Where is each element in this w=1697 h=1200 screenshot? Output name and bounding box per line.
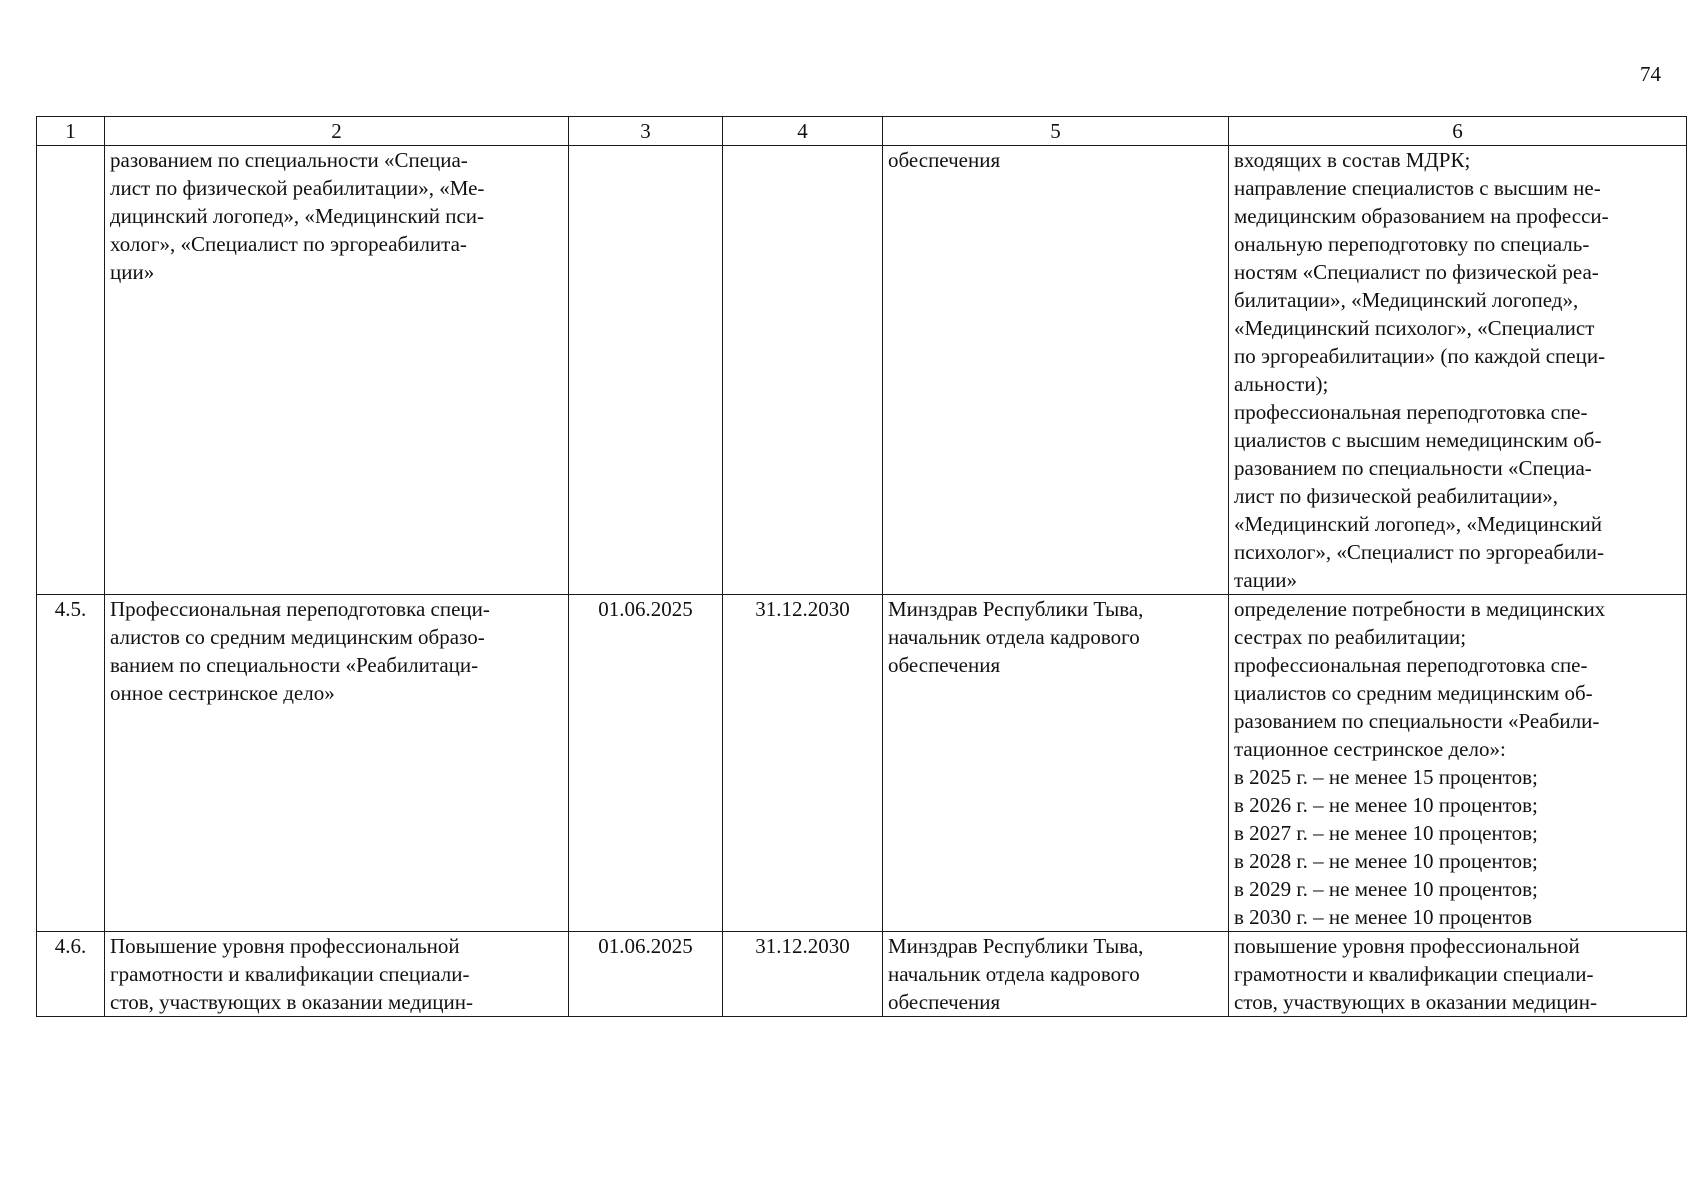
text-line: повышение уровня профессиональной	[1234, 934, 1580, 958]
text-line: дицинский логопед», «Медицинский пси-	[110, 204, 485, 228]
text-line: ональную переподготовку по специаль-	[1234, 232, 1590, 256]
text-line: «Медицинский логопед», «Медицинский	[1234, 512, 1602, 536]
responsible-cell	[883, 932, 1229, 1017]
column-number-row	[37, 117, 1687, 146]
column-number-5: 5	[883, 117, 1229, 146]
text-line: Повышение уровня профессиональной	[110, 934, 460, 958]
text-line: Минздрав Республики Тыва,	[888, 597, 1144, 621]
text-line: в 2029 г. – не менее 10 процентов;	[1234, 877, 1538, 901]
text-line: профессиональная переподготовка спе-	[1234, 653, 1588, 677]
text-line: разованием по специальности «Специа-	[110, 148, 468, 172]
text-line: профессиональная переподготовка спе-	[1234, 400, 1588, 424]
start-date-cell: 01.06.2025	[569, 595, 723, 932]
text-line: грамотности и квалификации специали-	[1234, 962, 1594, 986]
table-row-4-6	[37, 932, 1687, 1017]
text-line: разованием по специальности «Специа-	[1234, 456, 1592, 480]
responsible-cell	[883, 146, 1229, 595]
text-line: циалистов с высшим немедицинским об-	[1234, 428, 1602, 452]
end-date-cell: 31.12.2030	[723, 595, 883, 932]
text-line: лист по физической реабилитации», «Ме-	[110, 176, 485, 200]
activity-name-cell	[105, 146, 569, 595]
text-line: холог», «Специалист по эргореабилита-	[110, 232, 467, 256]
text-line: Профессиональная переподготовка специ-	[110, 597, 490, 621]
result-cell	[1229, 932, 1687, 1017]
text-line: грамотности и квалификации специали-	[110, 962, 470, 986]
text-line: лист по физической реабилитации»,	[1234, 484, 1558, 508]
result-cell	[1229, 146, 1687, 595]
text-line: начальник отдела кадрового	[888, 625, 1140, 649]
row-number	[37, 146, 105, 595]
text-line: разованием по специальности «Реабили-	[1234, 709, 1600, 733]
page-number: 74	[1640, 62, 1661, 86]
text-line: сестрах по реабилитации;	[1234, 625, 1467, 649]
text-line: по эргореабилитации» (по каждой специ-	[1234, 344, 1606, 368]
column-number-3: 3	[569, 117, 723, 146]
text-line: в 2030 г. – не менее 10 процентов	[1234, 905, 1533, 929]
text-line: циалистов со средним медицинским об-	[1234, 681, 1593, 705]
column-number-2: 2	[105, 117, 569, 146]
text-line: в 2025 г. – не менее 15 процентов;	[1234, 765, 1538, 789]
column-number-4: 4	[723, 117, 883, 146]
text-line: стов, участвующих в оказании медицин-	[110, 990, 473, 1014]
text-line: психолог», «Специалист по эргореабили-	[1234, 540, 1604, 564]
text-line: начальник отдела кадрового	[888, 962, 1140, 986]
text-line: обеспечения	[888, 990, 1001, 1014]
start-date-cell: 01.06.2025	[569, 932, 723, 1017]
column-number-1: 1	[37, 117, 105, 146]
text-line: определение потребности в медицинских	[1234, 597, 1606, 621]
text-line: ванием по специальности «Реабилитаци-	[110, 653, 479, 677]
activity-name-cell	[105, 595, 569, 932]
start-date-cell	[569, 146, 723, 595]
plan-table	[36, 116, 1687, 1017]
text-line: альности);	[1234, 372, 1329, 396]
text-line: алистов со средним медицинским образо-	[110, 625, 485, 649]
end-date-cell	[723, 146, 883, 595]
text-line: обеспечения	[888, 653, 1001, 677]
text-line: Минздрав Республики Тыва,	[888, 934, 1144, 958]
text-line: стов, участвующих в оказании медицин-	[1234, 990, 1597, 1014]
column-number-6: 6	[1229, 117, 1687, 146]
text-line: тационное сестринское дело»:	[1234, 737, 1506, 761]
text-line: тации»	[1234, 568, 1297, 592]
activity-name-cell	[105, 932, 569, 1017]
text-line: в 2027 г. – не менее 10 процентов;	[1234, 821, 1538, 845]
text-line: ции»	[110, 260, 155, 284]
end-date-cell: 31.12.2030	[723, 932, 883, 1017]
table-row-4-5	[37, 595, 1687, 932]
text-line: медицинским образованием на професси-	[1234, 204, 1609, 228]
row-number: 4.5.	[37, 595, 105, 932]
responsible-cell	[883, 595, 1229, 932]
text-line: «Медицинский психолог», «Специалист	[1234, 316, 1595, 340]
text-line: в 2026 г. – не менее 10 процентов;	[1234, 793, 1538, 817]
text-line: онное сестринское дело»	[110, 681, 335, 705]
text-line: входящих в состав МДРК;	[1234, 148, 1471, 172]
text-line: обеспечения	[888, 148, 1001, 172]
text-line: направление специалистов с высшим не-	[1234, 176, 1601, 200]
text-line: билитации», «Медицинский логопед»,	[1234, 288, 1579, 312]
text-line: в 2028 г. – не менее 10 процентов;	[1234, 849, 1538, 873]
result-cell	[1229, 595, 1687, 932]
table-row-continuation	[37, 146, 1687, 595]
row-number: 4.6.	[37, 932, 105, 1017]
text-line: ностям «Специалист по физической реа-	[1234, 260, 1599, 284]
